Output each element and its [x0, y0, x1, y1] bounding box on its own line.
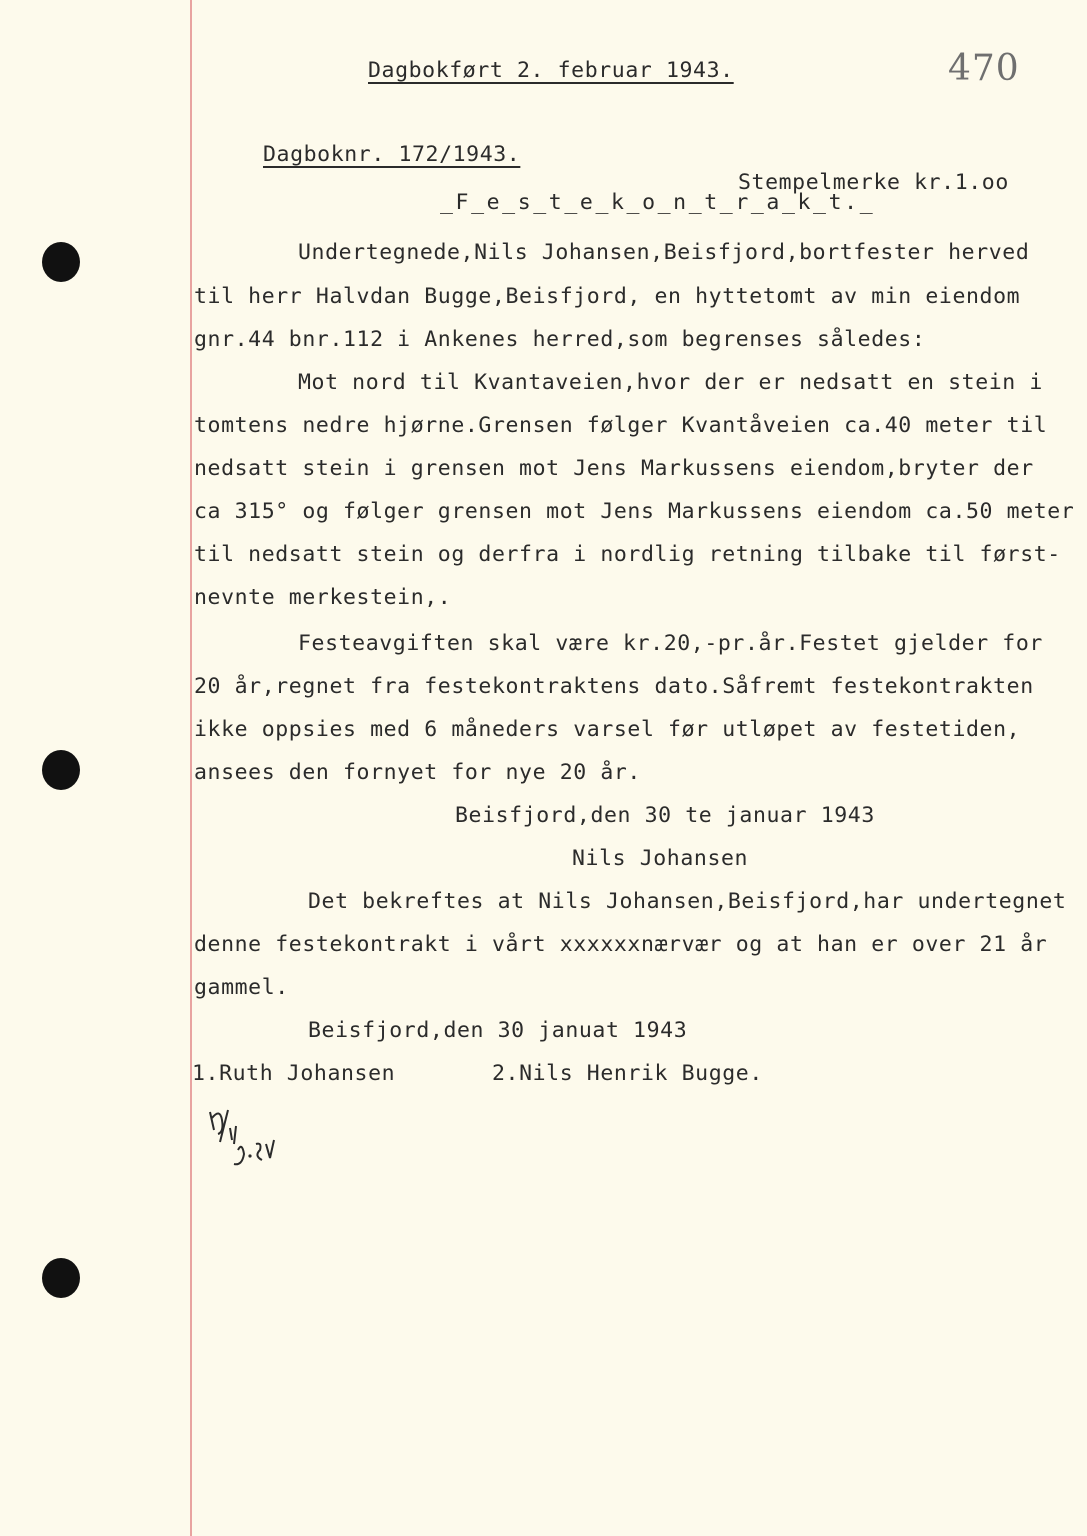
body-line-7: ca 315° og følger grensen mot Jens Markussens eiendom ca.50 meter	[194, 499, 1075, 524]
signature-name: Nils Johansen	[572, 846, 749, 871]
body-line-18: gammel.	[194, 975, 289, 1000]
margin-rule	[190, 0, 192, 1536]
body-line-12: ikke oppsies med 6 måneders varsel før utløpet av festetiden,	[194, 717, 1021, 742]
punch-hole-middle	[42, 750, 80, 790]
stamp-note: Stempelmerke kr.1.oo	[738, 170, 1009, 195]
journal-date: Dagbokført 2. februar 1943.	[368, 58, 734, 83]
body-line-9: nevnte merkestein,.	[194, 585, 452, 610]
punch-hole-bottom	[42, 1258, 80, 1298]
body-line-13: ansees den fornyet for nye 20 år.	[194, 760, 641, 785]
witness-2: 2.Nils Henrik Bugge.	[492, 1061, 763, 1086]
body-line-6: nedsatt stein i grensen mot Jens Markussens eiendom,bryter der	[194, 456, 1034, 481]
body-line-2: til herr Halvdan Bugge,Beisfjord, en hyttetomt av min eiendom	[194, 284, 1021, 309]
place-date-1: Beisfjord,den 30 te januar 1943	[455, 803, 875, 828]
body-line-3: gnr.44 bnr.112 i Ankenes herred,som begrenses således:	[194, 327, 926, 352]
body-line-16: Det bekreftes at Nils Johansen,Beisfjord,har undertegnet	[308, 889, 1067, 914]
witness-1: 1.Ruth Johansen	[192, 1061, 396, 1086]
body-line-11: 20 år,regnet fra festekontraktens dato.Såfremt festekontrakten	[194, 674, 1034, 699]
body-line-10: Festeavgiften skal være kr.20,-pr.år.Festet gjelder for	[298, 631, 1043, 656]
body-line-17: denne festekontrakt i vårt xxxxxxnærvær og at han er over 21 år	[194, 932, 1048, 957]
body-line-4: Mot nord til Kvantaveien,hvor der er nedsatt en stein i	[298, 370, 1043, 395]
journal-number: Dagboknr. 172/1943.	[263, 142, 521, 167]
punch-hole-top	[42, 242, 80, 282]
handwritten-initials-signature	[200, 1100, 290, 1180]
body-line-8: til nedsatt stein og derfra i nordlig retning tilbake til først-	[194, 542, 1061, 567]
body-line-5: tomtens nedre hjørne.Grensen følger Kvantåveien ca.40 meter til	[194, 413, 1048, 438]
place-date-2: Beisfjord,den 30 januat 1943	[308, 1018, 688, 1043]
body-line-1: Undertegnede,Nils Johansen,Beisfjord,bortfester herved	[298, 240, 1030, 265]
page-number: 470	[948, 48, 1020, 89]
document-title: _F_e_s_t_e_k_o_n_t_r_a_k_t._	[440, 190, 876, 215]
